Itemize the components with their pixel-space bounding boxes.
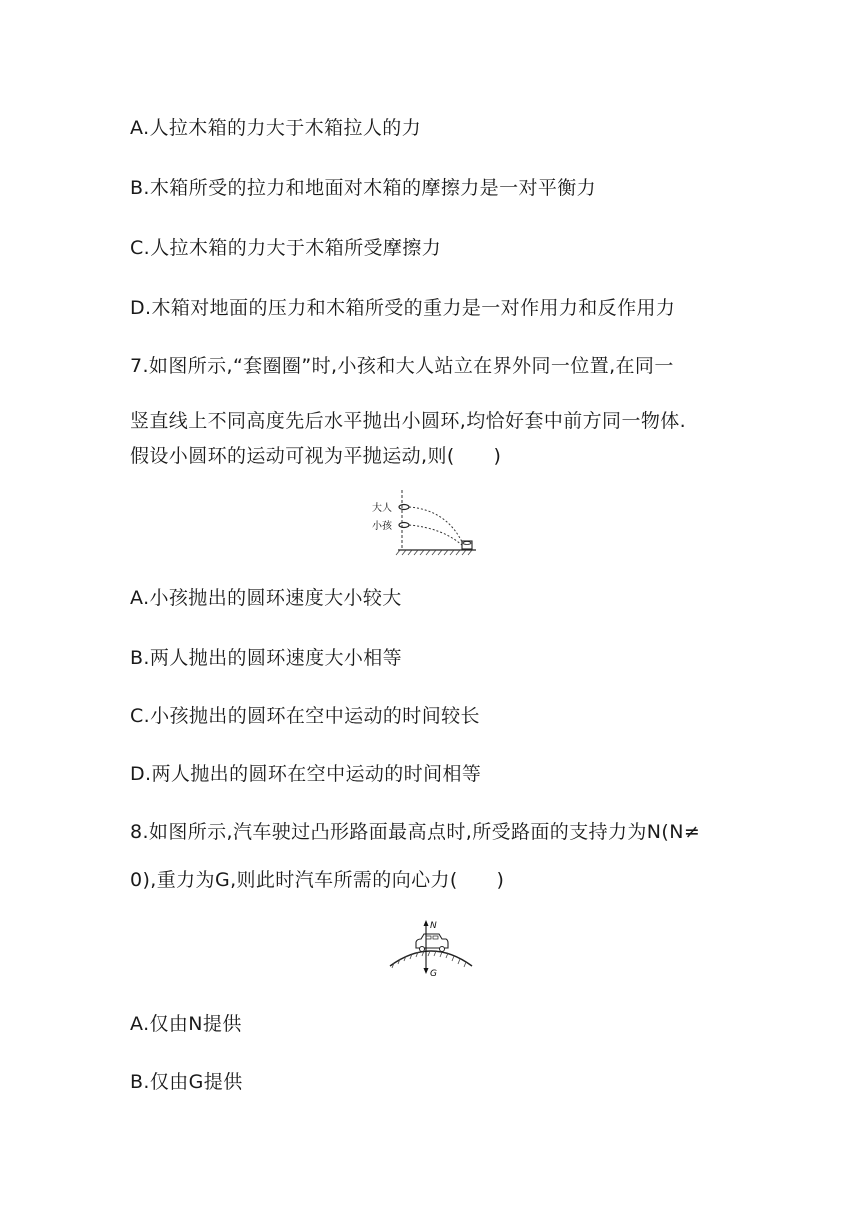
road-hatch	[392, 951, 466, 968]
q7-option-a: A.小孩抛出的圆环速度大小较大	[130, 587, 402, 609]
q7-stem-line-3: 假设小圆环的运动可视为平抛运动,则( )	[130, 445, 502, 467]
label-g: G	[430, 969, 437, 979]
q7-option-c: C.小孩抛出的圆环在空中运动的时间较长	[130, 705, 480, 727]
q8-option-b: B.仅由G提供	[130, 1071, 243, 1093]
adult-ring-icon	[399, 505, 409, 510]
car-icon	[416, 934, 448, 952]
q8-stem-line-1: 8.如图所示,汽车驶过凸形路面最高点时,所受路面的支持力为N(N≠	[130, 821, 701, 843]
child-trajectory	[409, 525, 463, 546]
q6-option-a: A.人拉木箱的力大于木箱拉人的力	[130, 117, 422, 139]
label-n: N	[430, 921, 437, 931]
q7-option-d: D.两人抛出的圆环在空中运动的时间相等	[130, 763, 482, 785]
q8-stem-line-2: 0),重力为G,则此时汽车所需的向心力( )	[130, 869, 505, 891]
q6-option-c: C.人拉木箱的力大于木箱所受摩擦力	[130, 237, 442, 259]
q7-stem-line-2: 竖直线上不同高度先后水平抛出小圆环,均恰好套中前方同一物体.	[130, 410, 687, 432]
label-adult: 大人	[372, 503, 392, 514]
convex-road-arc	[390, 951, 472, 966]
label-child: 小孩	[372, 521, 392, 532]
q7-option-b: B.两人抛出的圆环速度大小相等	[130, 647, 403, 669]
q7-ring-toss-figure	[368, 488, 478, 562]
q7-stem-line-1: 7.如图所示,“套圈圈”时,小孩和大人站立在界外同一位置,在同一	[130, 355, 674, 377]
q8-convex-road-figure	[386, 918, 476, 990]
child-ring-icon	[399, 523, 409, 528]
q8-option-a: A.仅由N提供	[130, 1013, 242, 1035]
q6-option-d: D.木箱对地面的压力和木箱所受的重力是一对作用力和反作用力	[130, 297, 676, 319]
q6-option-b: B.木箱所受的拉力和地面对木箱的摩擦力是一对平衡力	[130, 177, 597, 199]
ground-hatch	[396, 550, 472, 555]
